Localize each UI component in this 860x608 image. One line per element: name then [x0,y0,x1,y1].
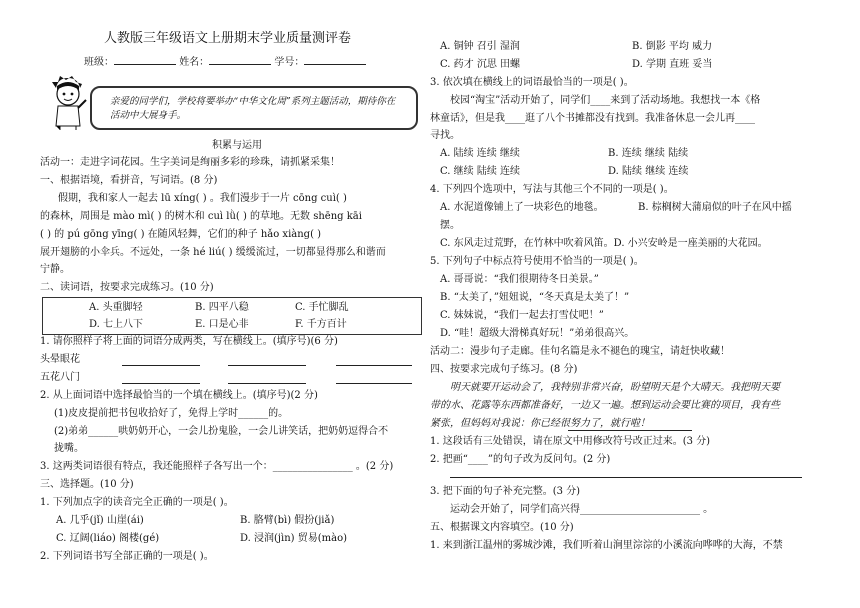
idiom-box [42,297,422,335]
q4-3-text: 运动会开始了，同学们高兴得________________________ 。 [450,504,714,515]
option: C. 继续 陆续 连续 [440,166,521,177]
option: C. 东风走过荒野，在竹林中吹着风笛。D. 小兴安岭是一座美丽的大花园。 [440,238,768,249]
q1-line: 的森林，周围是 mào mì( ) 的树木和 cuì lǜ( ) 的草地。无数 shēng kāi [40,211,362,222]
underline-mark [568,430,692,431]
q5-sub-1: 1. 来到浙江温州的雾城沙滩，我们听着山涧里淙淙的小溪流向哗哗的大海，不禁 [430,540,783,551]
q2-sub-1: 1. 请你照样子将上面的词语分成两类，写在横线上。(填序号)(6 分) [40,336,338,347]
name-field[interactable] [209,55,271,65]
q1-line: ( ) 的 pú gōng yīng( ) 在随风轻舞，它们的种子 hǎo xiàng( ) [40,229,322,240]
cartoon-boy-icon [46,74,90,130]
q3-sub-2: 2. 下列词语书写全部正确的一项是( )。 [40,551,214,562]
answer-line[interactable] [228,383,306,384]
q1-line: 假期，我和家人一起去 lū xíng( ) 。我们漫步于一片 cōng cuì( ) [58,193,347,204]
q3-3-text: 寻找。 [430,130,460,141]
option: D. 浸润(jìn) 贸易(mào) [240,533,348,544]
idiom-option: C. 手忙脚乱 [295,302,349,313]
activity-two: 活动二：漫步句子走廊。佳句名篇是永不褪色的瑰宝，请赶快收藏！ [430,346,730,357]
option: A. 几乎(jǐ) 山崖(ái) [56,515,144,526]
answer-line[interactable] [122,365,200,366]
option: B. 棕榈树大蒲扇似的叶子在风中摇 [638,202,792,213]
class-field[interactable] [114,55,176,65]
section-heading: 积累与运用 [212,140,262,151]
q1-line: 宁静。 [40,264,70,275]
option: B. “太美了，”妞妞说，“冬天真是太美了！” [440,292,630,303]
q3-sub-3: 3. 依次填在横线上的词语最恰当的一项是( )。 [430,77,634,88]
question-3-title: 三、选择题。(10 分) [40,479,134,490]
question-4-title: 四、按要求完成句子练习。(8 分) [430,364,578,375]
idiom-option: E. 口是心非 [195,319,249,330]
exam-title: 人教版三年级语文上册期末学业质量测评卷 [104,31,352,46]
option: D. “哇！超级大滑梯真好玩！”弟弟很高兴。 [440,328,635,339]
option: B. 胳臂(bì) 假扮(jiǎ) [240,515,335,526]
passage-line: 带的水、花露等东西都准备好，一边又一遍。想到运动会要比赛的项目，我有些 [430,400,780,411]
question-5-title: 五、根据课文内容填空。(10 分) [430,522,574,533]
q2-sub-2-a: (1)皮皮提前把书包收拾好了，免得上学时______的。 [54,408,289,419]
example-word: 头晕眼花 [40,354,80,365]
option: B. 连续 继续 陆续 [608,148,689,159]
example-word: 五花八门 [40,372,80,383]
q2-sub-2: 2. 从上面词语中选择最恰当的一个填在横线上。(填序号)(2 分) [40,390,318,401]
answer-line[interactable] [336,383,412,384]
idiom-option: B. 四平八稳 [195,302,249,313]
option: A. 陆续 连续 继续 [440,148,520,159]
answer-line[interactable] [228,365,306,366]
q2-sub-3: 3. 这两类词语很有特点，我还能照样子各写出一个：________________ 。(2 分) [40,461,394,472]
option: A. 水泥道像铺上了一块彩色的地毯。 [440,202,604,213]
q4-sub-3: 3. 把下面的句子补充完整。(3 分) [430,486,581,497]
q4-sub-2: 2. 把画“____”的句子改为反问句。(2 分) [430,454,611,465]
option: A. 铜钟 召引 湿润 [440,41,520,52]
option: D. 学期 直班 妥当 [632,59,713,70]
idiom-option: A. 头重脚轻 [89,302,143,313]
id-field[interactable] [304,55,366,65]
option: A. 哥哥说：“我们很期待冬日美景。” [440,274,599,285]
option: D. 陆续 继续 连续 [608,166,689,177]
answer-line[interactable] [450,477,802,478]
passage-line: 明天就要开运动会了，我特别非常兴奋，盼望明天是个大晴天。我把明天要 [450,382,780,393]
speech-bubble: 亲爱的同学们，学校将要举办“中华文化周”系列主题活动，期待你在 活动中大展身手。 [90,86,418,130]
question-2-title: 二、读词语，按要求完成练习。(10 分) [40,282,214,293]
option: C. 辽阔(liáo) 阁楼(gé) [56,533,160,544]
answer-line[interactable] [336,365,412,366]
activity-one: 活动一：走进字词花园。生字美词是绚丽多彩的珍珠，请抓紧采集！ [40,157,340,168]
option: C. 妹妹说，“我们一起去打雪仗吧！” [440,310,604,321]
q1-line: 展开翅膀的小伞兵。不远处，一条 hé liú( ) 缓缓流过，一切都显得那么和谐而 [40,247,386,258]
passage-line: 紧张，但妈妈对我说：你已经很努力了，就行啦！ [430,418,650,429]
option: C. 药才 沉思 田螺 [440,59,521,70]
idiom-option: D. 七上八下 [89,319,144,330]
question-1-title: 一、根据语境，看拼音，写词语。(8 分) [40,175,218,186]
q3-sub-5: 5. 下列句子中标点符号使用不恰当的一项是( )。 [430,256,644,267]
q3-3-text: 林童话》，但是我____逛了八个书摊都没有找到。我准备休息一会儿再____ [430,113,755,124]
q3-sub-1: 1. 下列加点字的读音完全正确的一项是( )。 [40,497,234,508]
q2-sub-2-b: (2)弟弟______哄奶奶开心，一会儿扮鬼脸，一会儿讲笑话，把奶奶逗得合不 [54,426,389,437]
q3-sub-4: 4. 下列四个选项中，写法与其他三个不同的一项是( )。 [430,184,674,195]
option: B. 倒影 平均 威力 [632,41,713,52]
idiom-option: F. 千方百计 [295,319,347,330]
answer-line[interactable] [122,383,200,384]
student-info: 班级： 姓名： 学号： [84,55,366,70]
q3-3-text: 校园“淘宝”活动开始了，同学们____来到了活动场地。我想找一本《格 [450,95,761,106]
q2-sub-2-b: 拢嘴。 [54,443,84,454]
option: 摆。 [440,220,460,231]
q4-sub-1: 1. 这段话有三处错误，请在原文中用修改符号改正过来。(3 分) [430,436,711,447]
